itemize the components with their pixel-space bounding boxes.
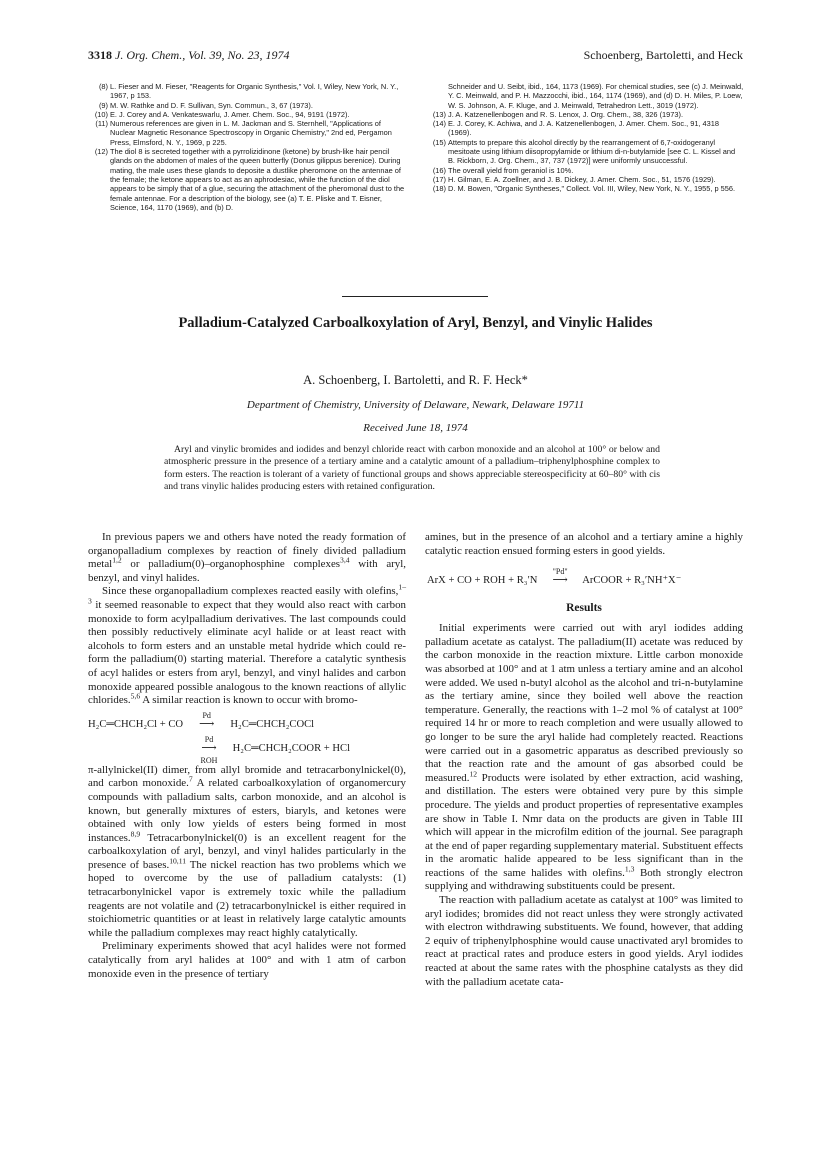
reference-text: Schneider and U. Seibt, ibid., 164, 1173 (1969). For chemical studies, see (c) J. Meinwald, Y. C. Meinwald, and P. H. Mazzocchi, ibid., 164, 1174 (1969), and (d) D. H. Miles, P. Loew, W. S. Johnson, A. F. Kluge, and J. Meinwald, Tetrahedron Lett., 3019 (1972). (448, 82, 744, 110)
article-affiliation: Department of Chemistry, University of Delaware, Newark, Delaware 19711 (246, 399, 585, 411)
body-paragraph: The reaction with palladium acetate as catalyst at 100° was limited to aryl iodides; bromides did not react unless they were strongly activated with electron withdrawing substituents. We found, however, that adding 2 equiv of triphenylphosphine would cause unactivated aryl bromides to react at practical rates and produce esters in good yields. Aryl iodides reacted at about the same rates with the phosphine catalysts as they did with the palladium acetate cata- (425, 894, 743, 988)
reaction-arrow: Pd ⟶ (190, 718, 224, 731)
reference-text: E. J. Corey and A. Venkateswarlu, J. Amer. Chem. Soc., 94, 9191 (1972). (110, 109, 350, 119)
text-run: it seemed reasonable to expect that they would also react with carbon monoxide to form acylpalladium derivatives. The last compounds could then possibly reductively eliminate acyl halide or at least react with alcohols to form esters and an unstable metal hydride which could re-form the palladium(0) starting material. Therefore a catalytic synthesis of acyl halides or esters from aryl, benzyl, and vinyl halides and carbon monoxide appeared possible analogous to the known reactions of allylic chlorides. (88, 598, 406, 707)
reference-item (88, 101, 406, 110)
reference-number: (17) (432, 174, 446, 184)
citation-superscript: 3,4 (340, 555, 350, 565)
body-column-left (88, 531, 406, 981)
reference-number: (10) (94, 109, 108, 119)
reaction-arrow: Pd ⟶ ROH (192, 742, 226, 755)
reference-item (426, 166, 744, 175)
body-paragraph: Preliminary experiments showed that acyl halides were not formed catalytically from aryl halides at 100° and with 1 atm of carbon monoxide even in the presence of tertiary (88, 940, 406, 980)
text-run: Since these organopalladium complexes reacted easily with olefins, (102, 585, 399, 598)
reference-item (426, 138, 744, 166)
text-run: with aryl, benzyl, and vinyl halides. (88, 558, 406, 584)
page-number: 3318 (88, 48, 112, 62)
citation-superscript: 5,6 (130, 691, 141, 701)
body-column-right (425, 531, 743, 989)
reference-text: Attempts to prepare this alcohol directly by the rearrangement of 6,7-oxidogeranyl mesitoate using lithium diisopropylamide or lithium di-n-butylamide [see C. L. Kissel and B. Rickborn, J. Org. Chem., 37, 737 (1972)] were uniformly unsuccessful. (448, 137, 736, 166)
catalyst-label: Pd (204, 734, 214, 744)
equation-line (427, 567, 743, 588)
citation-superscript: 1,3 (624, 864, 635, 874)
reagent-label: ROH (200, 755, 218, 765)
journal-name: J. Org. Chem., (115, 48, 186, 62)
reference-item (88, 110, 406, 119)
citation-superscript: 1–3 (88, 582, 406, 606)
catalyst-label: Pd (202, 710, 211, 720)
text-run: Initial experiments were carried out with aryl iodides adding palladium acetate as catalyst. The palladium(II) acetate was reduced by the carbon monoxide in the reaction mixture. Little carbon monoxide was absorbed at 100° and at 1 atm unless a tertiary amine and an alcohol were added. We used n-butyl alcohol as the alcohol and tri-n-butylamine as the tertiary amine, since they boiled well above the reaction temperature. Generally, the reactions with 1–2 mol % of catalyst at 100° required 14 hr or more to reach completion and were usually allowed to go longer to be sure the aryl halide had completely reacted. Reactions were carried out in a gasometric apparatus as described previously so that the reaction rate and the amount of gas absorbed could be measured. (425, 622, 743, 784)
reference-item (88, 119, 406, 147)
received-date: Received June 18, 1974 (363, 422, 468, 434)
reference-number: (8) (98, 82, 108, 91)
reference-item (426, 184, 744, 193)
section-heading-results: Results (566, 602, 602, 615)
text-run: A related carboalkoxylation of organomercury compounds with palladium salts, carbon monoxide, and an alcohol is known, but generally mixtures of esters, biaryls, and ketones were obtained with only low yields of esters being formed in most instances. (88, 777, 406, 844)
reference-number: (16) (432, 165, 446, 175)
reaction-arrow: "Pd" ⟶ (543, 574, 577, 587)
equation-product: H₂C═CHCH₂COOR + HCl (232, 742, 351, 754)
text-run: A similar reaction is known to occur with bromo- (140, 694, 358, 707)
body-paragraph (425, 622, 743, 894)
citation-superscript: 7 (188, 774, 193, 784)
reference-text: D. M. Bowen, "Organic Syntheses," Collect. Vol. III, Wiley, New York, N. Y., 1955, p 556. (448, 184, 736, 194)
section-divider (342, 296, 488, 297)
reference-number: (9) (98, 100, 108, 110)
journal-volume: Vol. 39, No. 23, 1974 (188, 48, 290, 62)
reference-column-left (88, 82, 406, 212)
reference-number: (18) (432, 184, 446, 194)
reference-text: H. Gilman, E. A. Zoellner, and J. B. Dickey, J. Amer. Chem. Soc., 51, 1576 (1929). (448, 174, 716, 184)
reference-text: E. J. Corey, K. Achiwa, and J. A. Katzenellenbogen, J. Amer. Chem. Soc., 91, 4318 (1969). (448, 119, 720, 138)
text-run: Both strongly electron supplying and withdrawing substituents could be present. (425, 866, 743, 893)
text-run: Tetracarbonylnickel(0) is an excellent reagent for the carboalkoxylation of aryl, benzyl, and vinyl halides particularly in the presence of bases. (88, 831, 406, 871)
text-run: Products were isolated by ether extraction, acid washing, and distillation. The esters were obtained very pure by this simple procedure. The yields and product properties of representative examples are show in Table I. Nmr data on the products are given in Table III which will appear in the microfilm edition of the journal. See paragraph at the end of paper regarding supplementary material. Substituent effects in the aromatic halide appeared to be less significant than in the reactions of the same halides with olefins. (425, 771, 743, 879)
reference-item (426, 175, 744, 184)
body-paragraph: amines, but in the presence of an alcohol and a tertiary amine a highly catalytic reaction ensued forming esters in good yields. (425, 531, 743, 557)
citation-superscript: 1,2 (112, 555, 122, 565)
reference-number: (13) (432, 109, 446, 119)
article-title: Palladium-Catalyzed Carboalkoxylation of Aryl, Benzyl, and Vinylic Halides (178, 315, 653, 331)
reference-item (426, 82, 744, 110)
equation-reactants: H₂C═CHCH₂Cl + CO (88, 718, 184, 730)
reference-text: The diol 8 is secreted together with a pyrrolizidinone (ketone) by brush-like hair pencil glands on the abdomen of males of the queen butterfly (Donus gilippus berenice). During mating, the male uses these glands to deposite a dustlike pheromone on the antennae of the female; the ketone appears to act as an aphrodesiac, while the function of the diol appears to be simply that of a glue, securing the attachment of the pheromonal dust to the female antennae. For a description of the biology, see (a) T. E. Pliske and T. Eisner, Science, 164, 1170 (1969), and (b) D. (110, 147, 405, 212)
reference-text: L. Fieser and M. Fieser, "Reagents for Organic Synthesis," Vol. I, Wiley, New York, N. Y., 1967, p 153. (110, 82, 399, 101)
citation-superscript: 8,9 (130, 829, 141, 839)
reference-text: J. A. Katzenellenbogen and R. S. Lenox, J. Org. Chem., 38, 326 (1973). (448, 109, 683, 119)
reference-item (88, 147, 406, 212)
reaction-equation-general (425, 567, 743, 588)
running-header (88, 48, 743, 68)
reference-item (426, 110, 744, 119)
body-paragraph (88, 764, 406, 941)
reference-text: The overall yield from geraniol is 10%. (448, 165, 574, 175)
abstract: Aryl and vinylic bromides and iodides and benzyl chloride react with carbon monoxide and an alcohol at 100° or below and atmospheric pressure in the presence of a tertiary amine and a catalytic amount of a palladium–triphenylphosphine complex to form esters. The reaction is tolerant of a variety of functional groups and shows appreciable stereospecificity at 60–80° with cis and trans vinylic halides producing esters with retained configuration. (164, 444, 660, 493)
text-run: π-allylnickel(II) dimer, from allyl bromide and tetracarbonylnickel(0), and carbon monoxide. (88, 763, 406, 790)
reference-number: (12) (94, 147, 108, 157)
reference-item (88, 82, 406, 101)
equation-line (88, 710, 406, 732)
equation-reactants: ArX + CO + ROH + R₃′N (427, 575, 538, 587)
text-run: The nickel reaction has two problems which we hoped to overcome by the use of palladium catalysts: (1) tetracarbonylnickel vapor is extremely toxic while the palladium reagents are not volatile and (2) tetracarbonylnickel is either required in stoichiometric quantities or at least in relatively large catalytic amounts while the palladium complexes may react highly catalytically. (88, 858, 406, 939)
article-authors: A. Schoenberg, I. Bartoletti, and R. F. Heck* (303, 373, 528, 387)
reaction-equation-allyl (88, 710, 406, 765)
text-run: In previous papers we and others have noted the ready formation of organopalladium complexes by reaction of finely divided palladium metal (88, 531, 406, 571)
equation-line (88, 734, 406, 765)
reference-text: Numerous references are given in L. M. Jackman and S. Sternhell, "Applications of Nuclear Magnetic Resonance Spectroscopy in Organic Chemistry," 2nd ed, Pergamon Press, Elmsford, N. Y., 1969, p 225. (110, 119, 392, 147)
running-authors: Schoenberg, Bartoletti, and Heck (583, 48, 743, 62)
citation-superscript: 12 (469, 769, 478, 779)
reference-column-right (426, 82, 744, 194)
reference-text: M. W. Rathke and D. F. Sullivan, Syn. Commun., 3, 67 (1973). (110, 100, 313, 110)
reference-number: (15) (432, 137, 446, 147)
body-paragraph (88, 582, 406, 707)
header-left (88, 48, 290, 63)
equation-product: H₂C═CHCH₂COCl (230, 718, 315, 730)
catalyst-label: "Pd" (552, 567, 568, 577)
reference-number: (14) (432, 119, 446, 129)
equation-product: ArCOOR + R₃′NH⁺X⁻ (582, 575, 682, 587)
citation-superscript: 10,11 (169, 856, 187, 866)
reference-item (426, 119, 744, 138)
reference-number: (11) (95, 119, 108, 129)
text-run: or palladium(0)–organophosphine complexes (121, 558, 341, 571)
body-paragraph (88, 531, 406, 585)
